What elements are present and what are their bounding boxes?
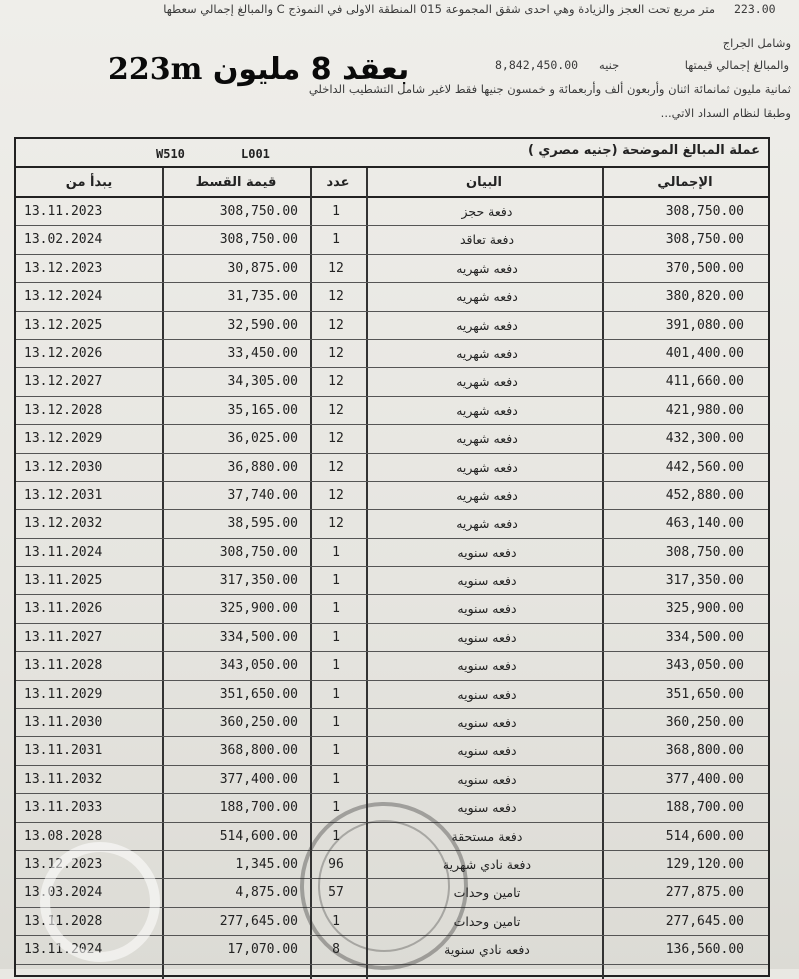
installment-amount-cell: 32,590.00 xyxy=(227,317,298,333)
description-cell: دفعه سنويه xyxy=(457,658,517,674)
table-row xyxy=(16,908,768,936)
installment-amount-cell: 343,050.00 xyxy=(219,658,298,674)
currency-row xyxy=(16,139,768,168)
header-line-1-text: متر مربع تحت العجز والزيادة وهي احدى شقق المجموعة 015 المنطقة الاولى في النموذج C والمبالغ إجمالي سعطها xyxy=(163,2,715,16)
count-cell: 12 xyxy=(328,345,344,361)
start-date-cell: 13.12.2030 xyxy=(24,459,103,475)
col-header-count: عدد xyxy=(326,175,350,190)
count-cell: 1 xyxy=(332,544,340,560)
installment-amount-cell: 308,750.00 xyxy=(219,204,298,219)
count-cell: 57 xyxy=(328,885,344,901)
start-date-cell: 13.12.2031 xyxy=(24,487,103,503)
total-cell: 308,750.00 xyxy=(665,544,744,560)
start-date-cell: 13.12.2023 xyxy=(24,260,103,276)
count-cell: 1 xyxy=(332,204,340,219)
count-cell: 1 xyxy=(332,658,340,674)
table-row xyxy=(16,510,768,538)
total-cell: 188,700.00 xyxy=(665,800,744,816)
installment-amount-cell: 38,595.00 xyxy=(227,516,298,532)
count-cell: 12 xyxy=(328,317,344,333)
start-date-cell: 13.02.2024 xyxy=(24,232,103,248)
installment-amount-cell: 30,875.00 xyxy=(227,260,298,276)
table-row xyxy=(16,539,768,567)
total-cell: 308,750.00 xyxy=(665,232,744,248)
description-cell: دفعه سنويه xyxy=(457,800,517,816)
description-cell: دفعه نادي سنوية xyxy=(444,942,530,958)
start-date-cell: 13.11.2030 xyxy=(24,715,103,731)
start-date-cell: 13.12.2026 xyxy=(24,345,103,361)
installment-amount-cell: 308,750.00 xyxy=(219,544,298,560)
start-date-cell: 13.11.2031 xyxy=(24,743,103,759)
total-cell: 380,820.00 xyxy=(665,289,744,305)
count-cell: 1 xyxy=(332,828,340,844)
total-value-amount-line xyxy=(495,58,619,72)
table-row xyxy=(16,624,768,652)
total-cell: 351,650.00 xyxy=(665,686,744,702)
total-value-label: والمبالغ إجمالي قيمتها xyxy=(684,58,789,72)
col-header-description: البيان xyxy=(466,175,502,190)
installment-amount-cell: 33,450.00 xyxy=(227,345,298,361)
installment-amount-cell: 308,750.00 xyxy=(219,232,298,248)
start-date-cell: 13.11.2026 xyxy=(24,601,103,617)
total-cell: 421,980.00 xyxy=(665,402,744,418)
start-date-cell: 13.12.2028 xyxy=(24,402,103,418)
installment-amount-cell: 34,305.00 xyxy=(227,374,298,390)
handwritten-note-arabic: بعقد 8 مليون xyxy=(212,52,410,87)
unit-area-value: 223.00 xyxy=(734,2,776,16)
total-value-amount: 8,842,450.00 xyxy=(495,58,579,72)
total-cell: 136,560.00 xyxy=(665,942,744,958)
count-cell: 12 xyxy=(328,487,344,503)
count-cell: 1 xyxy=(332,232,340,248)
column-header-row xyxy=(16,168,768,198)
description-cell: دفعه سنويه xyxy=(457,771,517,787)
total-cell: 411,660.00 xyxy=(665,374,744,390)
table-row xyxy=(16,198,768,226)
col-header-total: الإجمالي xyxy=(657,175,713,190)
start-date-cell: 13.11.2033 xyxy=(24,800,103,816)
total-cell: 129,120.00 xyxy=(665,856,744,872)
total-cell: 343,050.00 xyxy=(665,658,744,674)
count-cell: 12 xyxy=(328,289,344,305)
description-cell: دفعه سنويه xyxy=(457,629,517,645)
handwritten-note-latin: 223m xyxy=(108,52,203,87)
count-cell: 1 xyxy=(332,686,340,702)
start-date-cell: 13.11.2023 xyxy=(24,204,103,219)
installment-amount-cell: 277,645.00 xyxy=(219,913,298,929)
header-line-3 xyxy=(685,58,789,72)
description-cell: دفعه سنويه xyxy=(457,743,517,759)
installment-amount-cell: 4,875.00 xyxy=(235,885,298,901)
total-cell: 325,900.00 xyxy=(665,601,744,617)
table-row xyxy=(16,737,768,765)
description-cell: دفعه شهريه xyxy=(456,402,518,418)
currency-label: عملة المبالغ الموضحة (جنيه مصري ) xyxy=(527,143,760,158)
installment-amount-cell: 514,600.00 xyxy=(219,828,298,844)
start-date-cell: 13.12.2032 xyxy=(24,516,103,532)
table-row xyxy=(16,226,768,254)
installment-amount-cell: 317,350.00 xyxy=(219,573,298,589)
installment-amount-cell: 31,735.00 xyxy=(227,289,298,305)
total-cell: 368,800.00 xyxy=(665,743,744,759)
description-cell: دفعة مستحقة xyxy=(451,828,523,844)
table-row xyxy=(16,255,768,283)
installment-amount-cell: 1,345.00 xyxy=(235,856,298,872)
count-cell: 1 xyxy=(332,629,340,645)
description-cell: دفعة تعاقد xyxy=(459,232,515,248)
installment-amount-cell: 360,250.00 xyxy=(219,715,298,731)
description-cell: دفعه شهريه xyxy=(456,487,518,503)
count-cell: 12 xyxy=(328,459,344,475)
count-cell: 12 xyxy=(328,431,344,447)
header-line-5: وطبقا لنظام السداد الاتي... xyxy=(660,106,791,120)
start-date-cell: 13.11.2024 xyxy=(24,942,103,958)
count-cell: 1 xyxy=(332,771,340,787)
table-row xyxy=(16,368,768,396)
start-date-cell: 13.11.2032 xyxy=(24,771,103,787)
header-line-4-amount-in-words: ثمانية مليون ثمانمائة اثنان وأربعون ألف وأربعمائة و خمسون جنيها فقط لاغير شامل التشطيب الداخلي xyxy=(308,82,791,96)
count-cell: 12 xyxy=(328,374,344,390)
count-cell: 1 xyxy=(332,800,340,816)
count-cell: 12 xyxy=(328,402,344,418)
start-date-cell: 13.11.2027 xyxy=(24,629,103,645)
table-row xyxy=(16,397,768,425)
total-cell: 277,875.00 xyxy=(665,885,744,901)
description-cell: دفعه سنويه xyxy=(457,544,517,560)
description-cell: دفعه سنويه xyxy=(457,573,517,589)
installment-amount-cell: 325,900.00 xyxy=(219,601,298,617)
description-cell: تامين وحدات xyxy=(453,885,521,901)
start-date-cell: 13.12.2023 xyxy=(24,856,103,872)
start-date-cell: 13.03.2024 xyxy=(24,885,103,901)
table-row xyxy=(16,823,768,851)
description-cell: دفعه شهريه xyxy=(456,289,518,305)
handwritten-note xyxy=(108,52,409,87)
total-cell: 391,080.00 xyxy=(665,317,744,333)
table-row xyxy=(16,595,768,623)
table-row xyxy=(16,312,768,340)
installment-amount-cell: 17,070.00 xyxy=(227,942,298,958)
installment-amount-cell: 377,400.00 xyxy=(219,771,298,787)
description-cell: دفعه شهريه xyxy=(456,374,518,390)
description-cell: دفعة نادي شهرية xyxy=(442,856,532,872)
total-cell: 360,250.00 xyxy=(665,715,744,731)
description-cell: دفعه سنويه xyxy=(457,686,517,702)
total-cell: 334,500.00 xyxy=(665,629,744,645)
table-row xyxy=(16,936,768,964)
table-row xyxy=(16,681,768,709)
count-cell: 1 xyxy=(332,913,340,929)
count-cell: 1 xyxy=(332,601,340,617)
installment-amount-cell: 334,500.00 xyxy=(219,629,298,645)
installment-amount-cell: 35,165.00 xyxy=(227,402,298,418)
col-header-start-date: يبدأ من xyxy=(65,175,113,190)
description-cell: دفعه شهريه xyxy=(456,516,518,532)
description-cell: دفعه شهريه xyxy=(456,345,518,361)
table-row xyxy=(16,482,768,510)
table-row xyxy=(16,652,768,680)
description-cell: دفعه شهريه xyxy=(456,260,518,276)
start-date-cell: 13.12.2024 xyxy=(24,289,103,305)
code-l001: L001 xyxy=(241,147,270,161)
count-cell: 8 xyxy=(332,942,340,958)
total-cell: 452,880.00 xyxy=(665,487,744,503)
installment-amount-cell: 36,025.00 xyxy=(227,431,298,447)
table-row xyxy=(16,766,768,794)
start-date-cell: 13.08.2028 xyxy=(24,828,103,844)
start-date-cell: 13.12.2027 xyxy=(24,374,103,390)
total-cell: 442,560.00 xyxy=(665,459,744,475)
start-date-cell: 13.11.2029 xyxy=(24,686,103,702)
total-cell: 432,300.00 xyxy=(665,431,744,447)
count-cell: 12 xyxy=(328,260,344,276)
total-cell: 308,750.00 xyxy=(665,204,744,219)
table-row xyxy=(16,567,768,595)
description-cell: دفعه سنويه xyxy=(457,715,517,731)
total-cell: 514,600.00 xyxy=(665,828,744,844)
description-cell: دفعه شهريه xyxy=(456,431,518,447)
count-cell: 12 xyxy=(328,516,344,532)
table-row xyxy=(16,851,768,879)
installment-amount-cell: 36,880.00 xyxy=(227,459,298,475)
start-date-cell: 13.11.2025 xyxy=(24,573,103,589)
description-cell: تامين وحدات xyxy=(453,913,521,929)
total-cell: 370,500.00 xyxy=(665,260,744,276)
start-date-cell: 13.11.2024 xyxy=(24,544,103,560)
table-row xyxy=(16,283,768,311)
installment-amount-cell: 37,740.00 xyxy=(227,487,298,503)
installment-amount-cell: 351,650.00 xyxy=(219,686,298,702)
table-body xyxy=(16,198,768,965)
header-line-2: وشامل الجراج xyxy=(722,36,791,50)
start-date-cell: 13.12.2025 xyxy=(24,317,103,333)
start-date-cell: 13.11.2028 xyxy=(24,658,103,674)
total-cell: 463,140.00 xyxy=(665,516,744,532)
count-cell: 1 xyxy=(332,573,340,589)
total-cell: 401,400.00 xyxy=(665,345,744,361)
start-date-cell: 13.12.2029 xyxy=(24,431,103,447)
table-row xyxy=(16,879,768,907)
start-date-cell: 13.11.2028 xyxy=(24,913,103,929)
total-cell: 377,400.00 xyxy=(665,771,744,787)
code-w510: W510 xyxy=(156,147,185,161)
total-cell: 277,645.00 xyxy=(665,913,744,929)
description-cell: دفعه شهريه xyxy=(456,459,518,475)
installment-amount-cell: 368,800.00 xyxy=(219,743,298,759)
col-header-amount: قيمة القسط xyxy=(195,175,277,190)
installment-amount-cell: 188,700.00 xyxy=(219,800,298,816)
description-cell: دفعه سنويه xyxy=(457,601,517,617)
total-value-currency: جنيه xyxy=(599,58,620,72)
count-cell: 1 xyxy=(332,715,340,731)
table-row xyxy=(16,340,768,368)
description-cell: دفعة حجز xyxy=(461,204,513,219)
description-cell: دفعه شهريه xyxy=(456,317,518,333)
table-row xyxy=(16,425,768,453)
count-cell: 96 xyxy=(328,856,344,872)
count-cell: 1 xyxy=(332,743,340,759)
table-row xyxy=(16,454,768,482)
total-cell: 317,350.00 xyxy=(665,573,744,589)
payment-schedule-table xyxy=(14,137,770,977)
table-row xyxy=(16,709,768,737)
table-row xyxy=(16,794,768,822)
